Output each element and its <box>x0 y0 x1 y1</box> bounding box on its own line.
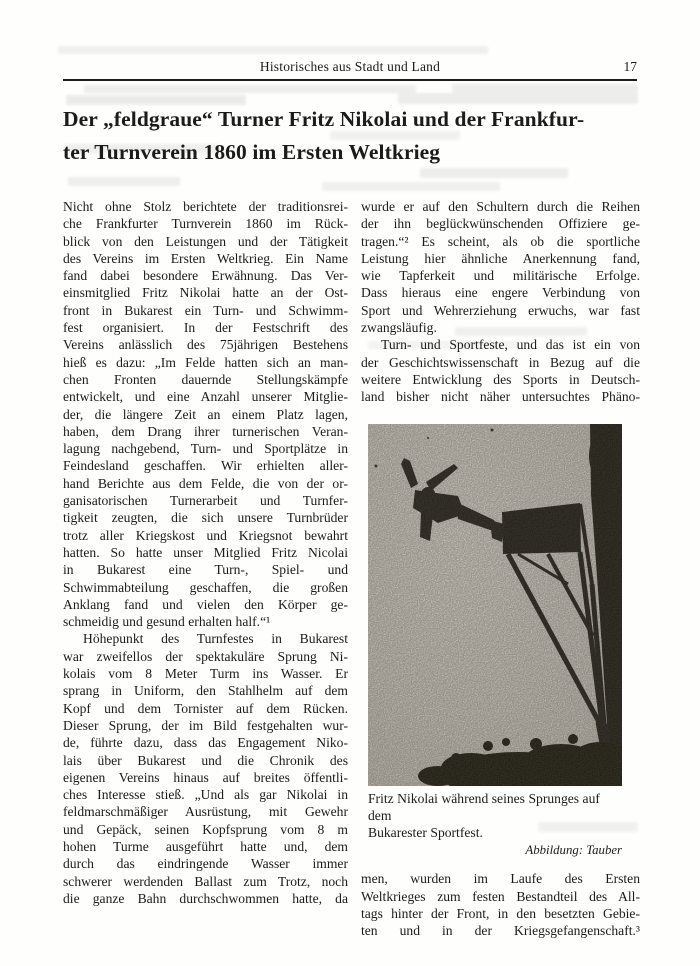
ghost-text-artifact <box>58 46 488 54</box>
text-line: wie Tapferkeit und militärische Erfolge. <box>361 268 640 284</box>
text-line: Dass hieraus eine engere Verbindung von <box>361 285 640 301</box>
photo-grain-overlay <box>368 424 622 786</box>
text-line: Schwimmabteilung geschaffen, die großen <box>63 579 348 595</box>
text-line: tragen.“² Es scheint, als ob die sportliche <box>361 233 640 249</box>
text-line: land bisher nicht näher untersuchtes Phäno- <box>361 389 640 405</box>
text-line: lagung nachgebend, Turn- und Sportplätze in <box>63 441 348 457</box>
text-line: Vereins anlässlich des 75jährigen Bestehens <box>63 337 348 353</box>
text-line: hatten. So hatte unser Mitglied Fritz Nicolai <box>63 544 348 560</box>
running-head: Historisches aus Stadt und Land <box>259 59 441 74</box>
photo-credit: Abbildung: Tauber <box>525 843 622 858</box>
ghost-text-artifact <box>420 168 568 178</box>
text-line: blick von den Leistungen und der Tätigkeit <box>63 233 348 249</box>
text-line: sprang in Uniform, den Stahlhelm auf dem <box>63 683 348 699</box>
text-line: Bukarester Sportfest. <box>368 825 483 841</box>
diver-photograph <box>368 424 622 786</box>
text-line: ches Interesse stieß. „Und als gar Nikolai in <box>63 787 348 803</box>
text-line: Weltkrieges zum festen Bestandteil des All- <box>361 888 640 904</box>
text-line: Feindesland geschaffen. Wir erhielten aller- <box>63 458 348 474</box>
ghost-text-artifact <box>68 177 180 186</box>
text-line: durch das eindringende Wasser immer <box>63 856 348 872</box>
text-line: der Geschichtswissenschaft in Bezug auf die <box>361 354 640 370</box>
text-line: Dieser Sprung, der im Bild festgehalten wur- <box>63 717 348 733</box>
ghost-text-artifact <box>84 85 416 93</box>
text-line: eigenen Vereins hinaus auf breites öffentli- <box>63 769 348 785</box>
text-line: tags hinter der Front, in den besetzten Gebie- <box>361 906 640 922</box>
text-line: hand Berichte aus dem Felde, die von der or- <box>63 475 348 491</box>
text-line: men, wurden im Laufe des Ersten <box>361 871 640 887</box>
text-line: fest organisiert. In der Festschrift des <box>63 320 348 336</box>
text-line: des Vereins im Ersten Weltkrieg. Ein Name <box>63 250 348 266</box>
text-line: che Frankfurter Turnverein 1860 im Rück- <box>63 216 348 232</box>
diver-photograph-figure <box>368 424 622 859</box>
text-line: Turn- und Sportfeste, und das ist ein von <box>381 337 640 353</box>
photo-caption <box>368 790 622 859</box>
text-line: die ganze Bahn durchschwommen hatte, da <box>63 890 348 906</box>
article-title <box>63 103 645 169</box>
text-line: der ihn beglückwünschenden Offiziere ge- <box>361 216 640 232</box>
text-line: einsmitglied Fritz Nikolai hatte an der Ost- <box>63 285 348 301</box>
header-rule <box>63 79 637 81</box>
ghost-text-artifact <box>322 182 500 191</box>
text-line: lais über Bukarest und die Chronik des <box>63 752 348 768</box>
text-line: front in Bukarest ein Turn- und Schwimm- <box>63 302 348 318</box>
right-paragraph-3 <box>361 870 640 939</box>
text-line: haben, dem Drang ihrer turnerischen Veran- <box>63 423 348 439</box>
right-paragraph-1 <box>361 198 640 336</box>
text-line: hieß es dazu: „Im Felde hatten sich an man- <box>63 354 348 370</box>
article-title-line1: Der „feldgraue“ Turner Fritz Nikolai und der Frankfur- <box>63 107 585 131</box>
page-number: 17 <box>623 59 637 74</box>
text-line: entwickelt, und eine Anzahl unserer Mitglie- <box>63 389 348 405</box>
left-paragraph-1 <box>63 198 348 630</box>
text-line: Sport und Wehrerziehung erwuchs, war fast <box>361 302 640 318</box>
text-line: schmeidig und gesund erhalten half.“¹ <box>63 614 271 630</box>
left-column <box>63 198 348 907</box>
right-paragraph-2 <box>361 336 640 405</box>
text-line: weitere Entwicklung des Sports in Deutsch- <box>361 371 640 387</box>
text-line: Höhepunkt des Turnfestes in Bukarest <box>83 631 348 647</box>
text-line: war zweifellos der spektakuläre Sprung Ni- <box>63 648 348 664</box>
text-line: Kopf und dem Tornister auf dem Rücken. <box>63 700 348 716</box>
text-line: wurde er auf den Schultern durch die Reihen <box>361 199 640 214</box>
text-line: fand dabei besondere Erwähnung. Das Ver- <box>63 268 348 284</box>
text-line: der, die längere Zeit an einem Platz lagen, <box>63 406 348 422</box>
text-line: in Bukarest eine Turn-, Spiel- und <box>63 562 348 578</box>
text-line: de, führte dazu, dass das Engagement Niko- <box>63 735 348 751</box>
article-title-line2: ter Turnverein 1860 im Ersten Weltkrieg <box>63 140 441 164</box>
right-column <box>361 198 640 940</box>
text-line: Nicht ohne Stolz berichtete der traditionsrei- <box>63 199 348 214</box>
text-line: trotz aller Kriegskost und Kriegsnot bewahrt <box>63 527 348 543</box>
text-line: chen Fronten dauernde Stellungskämpfe <box>63 371 348 387</box>
text-line: und Gepäck, seinen Kopfsprung vom 8 m <box>63 821 348 837</box>
text-line: kolais vom 8 Meter Turm ins Wasser. Er <box>63 666 348 682</box>
text-line: ten und in der Kriegsgefangenschaft.³ <box>361 923 640 939</box>
ghost-text-artifact <box>452 84 638 93</box>
photo-caption-text <box>368 790 622 842</box>
text-line: tigkeit zeugten, die sich unsere Turnbrüder <box>63 510 348 526</box>
text-line: zwangsläufig. <box>361 320 437 336</box>
text-line: Anklang fand und vielen den Körper ge- <box>63 596 348 612</box>
text-line: hohen Turme ausgeführt hatte und, dem <box>63 838 348 854</box>
left-paragraph-2 <box>63 630 348 907</box>
text-line: ganisatorischen Turnerarbeit und Turnfer- <box>63 493 348 509</box>
text-line: schwerer werdenden Ballast zum Trotz, noch <box>63 873 348 889</box>
text-line: Leistung hier ähnliche Anerkennung fand, <box>361 250 640 266</box>
text-line: Fritz Nikolai während seines Sprunges auf dem <box>368 790 600 823</box>
text-line: feldmarschmäßiger Ausrüstung, mit Gewehr <box>63 804 348 820</box>
